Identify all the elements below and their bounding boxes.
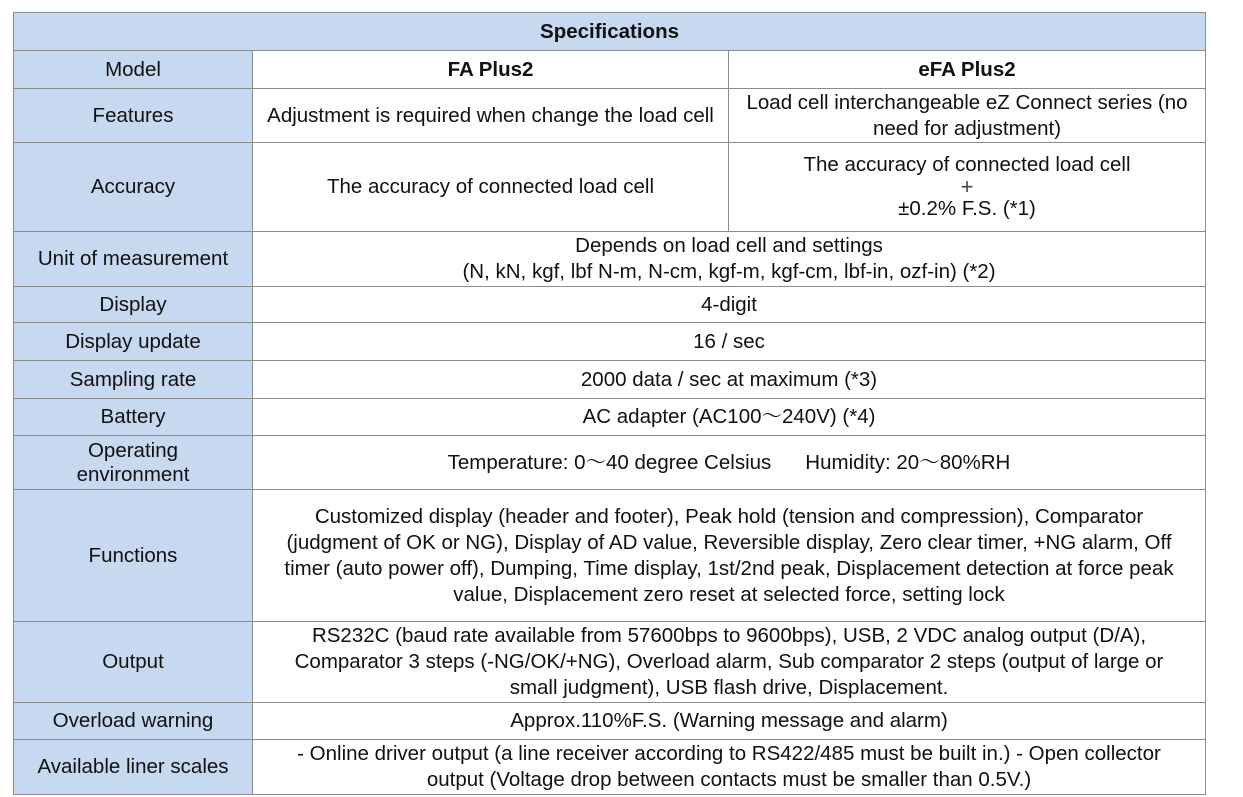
accuracy-efa-line1: The accuracy of connected load cell — [803, 153, 1131, 176]
scales-value: - Online driver output (a line receiver according to RS422/485 must be built in.) - Open collector output (Voltage drop between contacts must be smaller than 0.5V.) — [253, 740, 1206, 795]
unit-value — [253, 232, 1206, 287]
humidity-value: Humidity: 20～80%RH — [805, 450, 1011, 474]
environment-label-line1: Operating — [87, 438, 179, 462]
features-row — [14, 89, 1206, 143]
display-update-row — [14, 323, 1206, 361]
row-label-features: Features — [14, 89, 253, 143]
specifications-table — [13, 12, 1206, 795]
model-fa-plus2: FA Plus2 — [253, 51, 729, 89]
unit-line2: (N, kN, kgf, lbf N-m, N-cm, kgf-m, kgf-cm, lbf-in, ozf-in) (*2) — [462, 260, 996, 283]
row-label-display: Display — [14, 287, 253, 323]
temperature-value: Temperature: 0～40 degree Celsius — [447, 450, 772, 474]
features-fa-plus2: Adjustment is required when change the load cell — [253, 89, 729, 143]
table-title: Specifications — [14, 13, 1206, 51]
row-label-scales: Available liner scales — [14, 740, 253, 795]
output-row — [14, 622, 1206, 703]
row-label-battery: Battery — [14, 399, 253, 436]
title-row — [14, 13, 1206, 51]
row-label-model: Model — [14, 51, 253, 89]
display-value: 4-digit — [253, 287, 1206, 323]
functions-value: Customized display (header and footer), Peak hold (tension and compression), Comparator (judgment of OK or NG), Display of AD value, Reversible display, Zero clear timer, +NG alarm, Off timer (auto power off), Dumping, Time display, 1st/2nd peak, Displacement detection at force peak value, Displacement zero reset at selected force, setting lock — [253, 490, 1206, 622]
row-label-overload: Overload warning — [14, 703, 253, 740]
accuracy-efa-line2: ±0.2% F.S. (*1) — [898, 197, 1036, 220]
row-label-sampling: Sampling rate — [14, 361, 253, 399]
sampling-value: 2000 data / sec at maximum (*3) — [253, 361, 1206, 399]
row-label-display-update: Display update — [14, 323, 253, 361]
display-update-value: 16 / sec — [253, 323, 1206, 361]
row-label-unit: Unit of measurement — [14, 232, 253, 287]
row-label-functions: Functions — [14, 490, 253, 622]
unit-line1: Depends on load cell and settings — [575, 234, 883, 257]
display-row — [14, 287, 1206, 323]
accuracy-row — [14, 143, 1206, 232]
row-label-environment — [14, 436, 253, 490]
accuracy-efa-plus2 — [729, 143, 1206, 232]
model-row — [14, 51, 1206, 89]
row-label-output: Output — [14, 622, 253, 703]
accuracy-fa-plus2: The accuracy of connected load cell — [253, 143, 729, 232]
overload-row — [14, 703, 1206, 740]
environment-value — [253, 436, 1206, 490]
environment-label-line2: environment — [76, 462, 190, 486]
model-efa-plus2: eFA Plus2 — [729, 51, 1206, 89]
row-label-accuracy: Accuracy — [14, 143, 253, 232]
scales-row — [14, 740, 1206, 795]
unit-row — [14, 232, 1206, 287]
output-value: RS232C (baud rate available from 57600bps to 9600bps), USB, 2 VDC analog output (D/A), Comparator 3 steps (-NG/OK/+NG), Overload alarm, Sub comparator 2 steps (output of large or small judgment), USB flash drive, Displacement. — [253, 622, 1206, 703]
overload-value: Approx.110%F.S. (Warning message and alarm) — [253, 703, 1206, 740]
features-efa-plus2: Load cell interchangeable eZ Connect series (no need for adjustment) — [729, 89, 1206, 143]
plus-symbol: + — [960, 174, 974, 199]
battery-row — [14, 399, 1206, 436]
battery-value: AC adapter (AC100～240V) (*4) — [253, 399, 1206, 436]
environment-row — [14, 436, 1206, 490]
functions-row — [14, 490, 1206, 622]
sampling-row — [14, 361, 1206, 399]
